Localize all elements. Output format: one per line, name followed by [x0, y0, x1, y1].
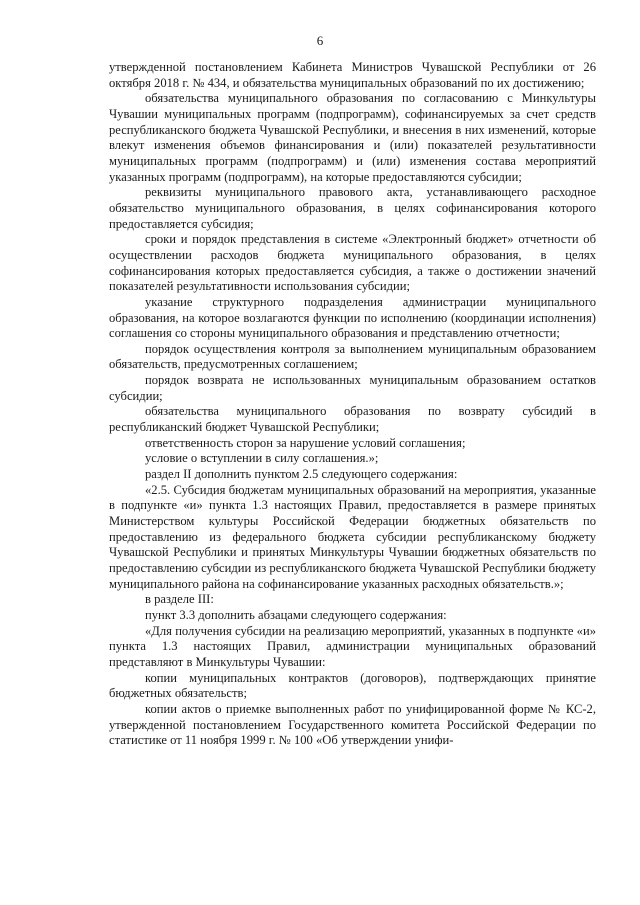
paragraph-12: «2.5. Субсидия бюджетам муниципальных образований на мероприятия, указанные в подпункте «и» пункта 1.3 настоящих Правил, предоставляется в размере принятых Министерством культуры Российской Федерации бюджетных обязательств по предоставлению из федерального бюджета субсидии республиканскому бюджету Чувашской Республики и принятых Минкультуры Чувашии бюджетных обязательств по предоставлению субсидии из республиканского бюджета Чувашской Республики бюджету муниципального района на софинансирование указанных расходных обязательств.»; [109, 482, 596, 591]
paragraph-3: реквизиты муниципального правового акта, устанавливающего расходное обязательство муниципального образования, в целях софинансирования которого предоставляется субсидия; [109, 185, 596, 231]
paragraph-11: раздел II дополнить пунктом 2.5 следующего содержания: [145, 467, 458, 482]
paragraph-8: обязательства муниципального образования по возврату субсидий в республиканский бюджет Чувашской Республики; [109, 404, 596, 435]
paragraph-10: условие о вступлении в силу соглашения.»; [145, 451, 379, 466]
paragraph-5: указание структурного подразделения администрации муниципального образования, на которое возлагаются функции по исполнению (координации исполнения) соглашения со стороны муниципального образования и представлению отчетности; [109, 294, 596, 341]
paragraph-7: порядок возврата не использованных муниципальным образованием остатков субсидии; [109, 373, 596, 403]
document-body [109, 60, 596, 749]
paragraph-13: в разделе III: [145, 592, 214, 607]
paragraph-1: утвержденной постановлением Кабинета Министров Чувашской Республики от 26 октября 2018 г. № 434, и обязательства муниципальных образований по их достижению; [109, 60, 596, 90]
page-number: 6 [316, 33, 324, 48]
paragraph-6: порядок осуществления контроля за выполнением муниципальным образованием обязательств, предусмотренных соглашением; [109, 341, 596, 372]
paragraph-4: сроки и порядок представления в системе «Электронный бюджет» отчетности об осуществлении расходов бюджета муниципального образования, в целях софинансирования которых предоставляется субсидия, а также о достижении значений показателей результативности использования субсидии; [109, 232, 596, 294]
paragraph-2: обязательства муниципального образования по согласованию с Минкультуры Чувашии муниципальных программ (подпрограмм), софинансируемых за счет средств республиканского бюджета Чувашской Республики, и внесения в них изменений, которые влекут изменения объемов финансирования и (или) показателей результативности муниципальных программ (подпрограмм) и (или) изменения состава мероприятий указанных программ (подпрограмм), на которые предоставляются субсидии; [109, 91, 596, 184]
paragraph-14: пункт 3.3 дополнить абзацами следующего содержания: [145, 607, 447, 622]
paragraph-9: ответственность сторон за нарушение условий соглашения; [145, 435, 466, 450]
paragraph-17: копии актов о приемке выполненных работ по унифицированной форме № КС-2, утвержденной постановлением Государственного комитета Российской Федерации по статистике от 11 ноября 1999 г. № 100 «Об утверждении унифи- [109, 701, 596, 748]
paragraph-15: «Для получения субсидии на реализацию мероприятий, указанных в подпункте «и» пункта 1.3 настоящих Правил, администрации муниципальных образований представляют в Минкультуры Чувашии: [109, 623, 596, 669]
paragraph-16: копии муниципальных контрактов (договоров), подтверждающих принятие бюджетных обязательств; [109, 670, 596, 701]
